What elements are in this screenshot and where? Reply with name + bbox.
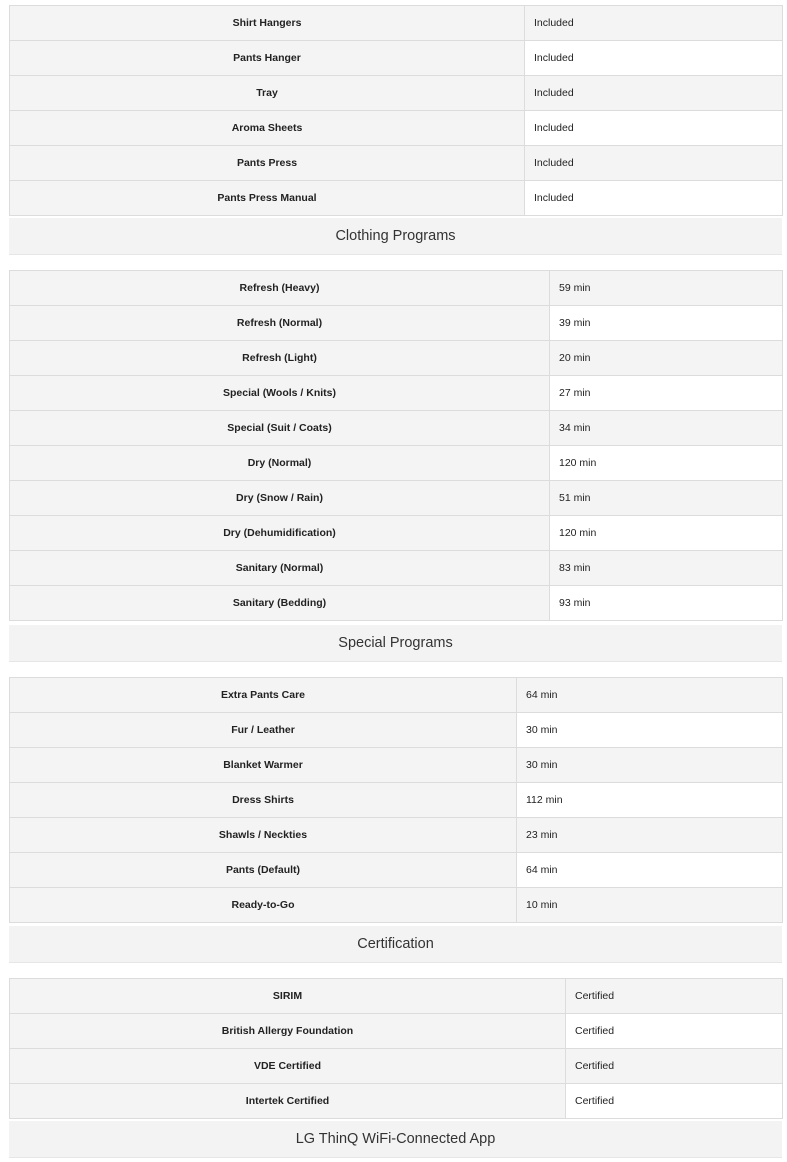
table-row [10,446,783,481]
spec-label: Ready-to-Go [10,888,517,923]
table-row [10,181,783,216]
accessories-table-container [9,5,782,216]
table-row [10,481,783,516]
spec-value: 20 min [550,341,783,376]
table-row [10,1084,783,1119]
section-title: Special Programs [338,635,453,651]
spec-value: Certified [566,1084,783,1119]
section-title: Clothing Programs [335,228,456,244]
table-row [10,979,783,1014]
spec-value: 64 min [517,678,783,713]
spec-label: Dry (Snow / Rain) [10,481,550,516]
spec-label: Pants Hanger [10,41,525,76]
table-row [10,783,783,818]
spec-value: 83 min [550,551,783,586]
spec-value: 51 min [550,481,783,516]
spec-value: Included [525,181,783,216]
spec-label: Blanket Warmer [10,748,517,783]
table-row [10,111,783,146]
section-header-special-programs[interactable] [9,625,782,662]
table-row [10,376,783,411]
table-row [10,41,783,76]
spec-label: Fur / Leather [10,713,517,748]
table-row [10,271,783,306]
table-row [10,853,783,888]
spec-label: Dry (Dehumidification) [10,516,550,551]
spec-label: VDE Certified [10,1049,566,1084]
table-row [10,818,783,853]
spec-label: Pants (Default) [10,853,517,888]
spec-value: Certified [566,1049,783,1084]
spec-label: Aroma Sheets [10,111,525,146]
spec-label: Special (Suit / Coats) [10,411,550,446]
spec-label: Pants Press Manual [10,181,525,216]
spec-label: Dress Shirts [10,783,517,818]
spec-value: Included [525,146,783,181]
spec-value: 93 min [550,586,783,621]
table-row [10,146,783,181]
special-programs-table [9,677,783,923]
spec-value: Included [525,111,783,146]
table-row [10,341,783,376]
spec-label: Intertek Certified [10,1084,566,1119]
spec-label: Shirt Hangers [10,6,525,41]
spec-value: 30 min [517,748,783,783]
table-row [10,678,783,713]
table-row [10,748,783,783]
spec-value: 23 min [517,818,783,853]
table-row [10,713,783,748]
table-row [10,6,783,41]
table-row [10,551,783,586]
spec-label: Tray [10,76,525,111]
accessories-table [9,5,783,216]
spec-label: Extra Pants Care [10,678,517,713]
section-header-certification[interactable] [9,926,782,963]
spec-label: Refresh (Light) [10,341,550,376]
spec-value: 112 min [517,783,783,818]
clothing-programs-table-container [9,270,782,621]
spec-value: Certified [566,979,783,1014]
special-programs-table-container [9,677,782,923]
spec-label: Refresh (Heavy) [10,271,550,306]
spec-label: Shawls / Neckties [10,818,517,853]
spec-value: 34 min [550,411,783,446]
spec-value: 27 min [550,376,783,411]
section-header-clothing-programs[interactable] [9,218,782,255]
clothing-programs-table [9,270,783,621]
table-row [10,888,783,923]
table-row [10,411,783,446]
certification-table [9,978,783,1119]
table-row [10,306,783,341]
spec-value: 30 min [517,713,783,748]
spec-value: 64 min [517,853,783,888]
table-row [10,516,783,551]
table-row [10,1049,783,1084]
table-row [10,1014,783,1049]
spec-value: Included [525,76,783,111]
spec-label: Refresh (Normal) [10,306,550,341]
spec-label: SIRIM [10,979,566,1014]
table-row [10,76,783,111]
spec-value: 39 min [550,306,783,341]
spec-value: 59 min [550,271,783,306]
spec-value: Included [525,6,783,41]
spec-label: Special (Wools / Knits) [10,376,550,411]
certification-table-container [9,978,782,1119]
spec-label: Pants Press [10,146,525,181]
spec-value: 120 min [550,516,783,551]
spec-label: Dry (Normal) [10,446,550,481]
spec-value: Certified [566,1014,783,1049]
spec-label: Sanitary (Bedding) [10,586,550,621]
spec-value: Included [525,41,783,76]
section-header-thinq-app[interactable] [9,1121,782,1158]
spec-value: 120 min [550,446,783,481]
section-title: LG ThinQ WiFi-Connected App [295,1131,496,1147]
section-title: Certification [357,936,434,952]
table-row [10,586,783,621]
spec-value: 10 min [517,888,783,923]
spec-label: Sanitary (Normal) [10,551,550,586]
spec-label: British Allergy Foundation [10,1014,566,1049]
